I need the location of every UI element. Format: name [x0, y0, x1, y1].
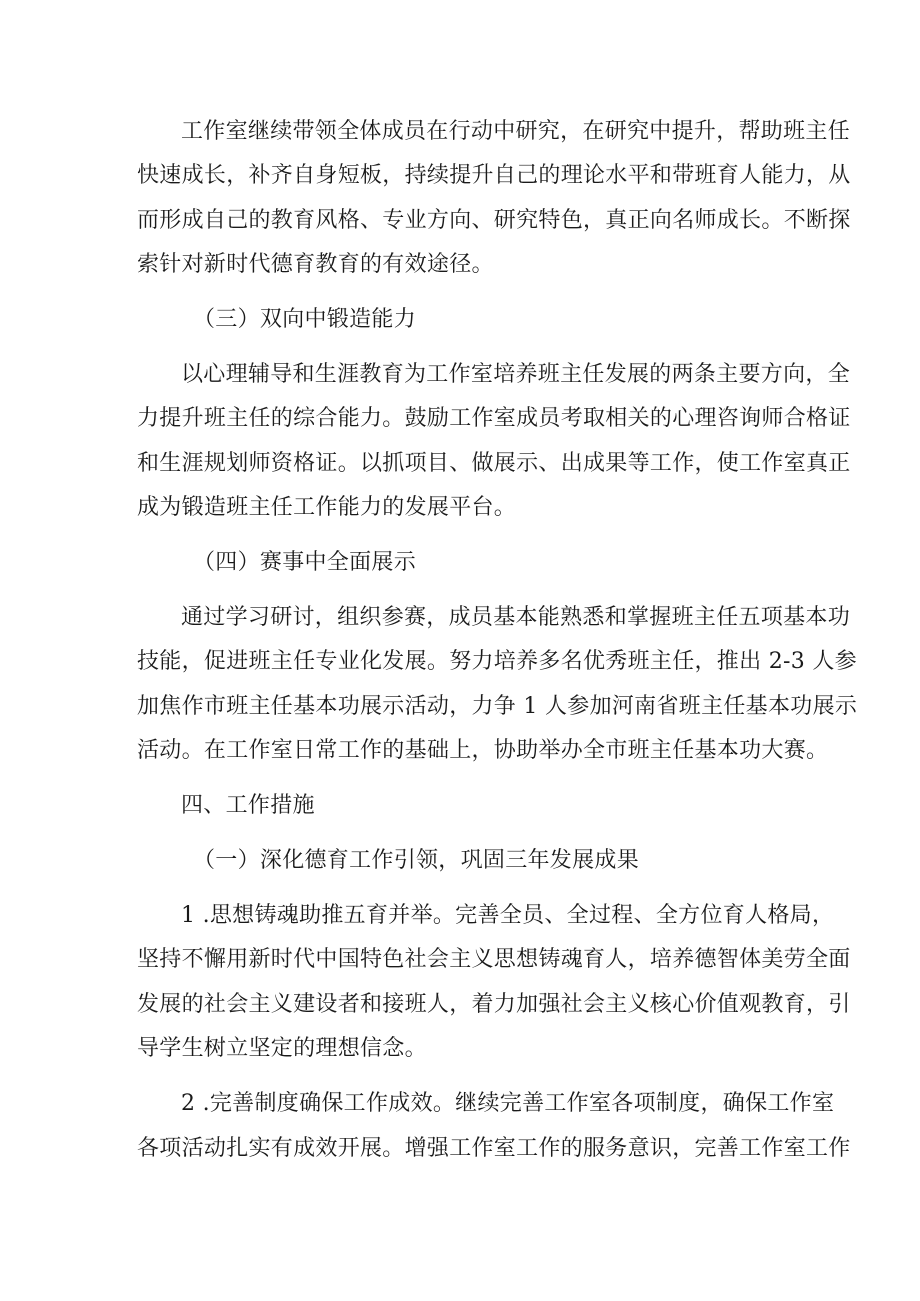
paragraph-line: 快速成长，补齐自身短板，持续提升自己的理论水平和带班育人能力，从	[137, 163, 851, 189]
paragraph-line: 导学生树立坚定的理想信念。	[137, 1036, 427, 1062]
paragraph-measure-1	[137, 894, 851, 1072]
subheading-competition: （四）赛事中全面展示	[193, 550, 417, 576]
paragraph-line: 而形成自己的教育风格、专业方向、研究特色，真正向名师成长。不断探	[137, 207, 851, 233]
paragraph-line: 工作室继续带领全体成员在行动中研究，在研究中提升，帮助班主任	[181, 119, 851, 144]
document-body	[137, 110, 858, 1181]
paragraph-line: 力提升班主任的综合能力。鼓励工作室成员考取相关的心理咨询师合格证	[137, 406, 851, 432]
subheading-moral-education: （一）深化德育工作引领，巩固三年发展成果	[193, 848, 640, 874]
paragraph-line: 1 .思想铸魂助推五育并举。完善全员、全过程、全方位育人格局，	[181, 903, 835, 928]
paragraph-competition	[137, 596, 858, 774]
paragraph-line: 活动。在工作室日常工作的基础上，协助举办全市班主任基本功大赛。	[137, 738, 829, 764]
section-heading-measures: 四、工作措施	[181, 793, 315, 819]
paragraph-line: 2 .完善制度确保工作成效。继续完善工作室各项制度，确保工作室	[181, 1091, 835, 1117]
paragraph-line: 各项活动扎实有成效开展。增强工作室工作的服务意识，完善工作室工作	[137, 1135, 851, 1161]
subheading-ability: （三）双向中锻造能力	[193, 307, 417, 333]
paragraph-line: 索针对新时代德育教育的有效途径。	[137, 252, 494, 278]
paragraph-studio-research	[137, 110, 851, 288]
paragraph-line: 成为锻造班主任工作能力的发展平台。	[137, 495, 517, 521]
paragraph-line: 以心理辅导和生涯教育为工作室培养班主任发展的两条主要方向，全	[181, 362, 851, 388]
paragraph-line: 通过学习研讨，组织参赛，成员基本能熟悉和掌握班主任五项基本功	[181, 605, 851, 631]
paragraph-line: 技能，促进班主任专业化发展。努力培养多名优秀班主任，推出 2-3 人参	[137, 649, 857, 675]
paragraph-line: 发展的社会主义建设者和接班人，着力加强社会主义核心价值观教育，引	[137, 991, 851, 1017]
paragraph-ability	[137, 353, 851, 531]
paragraph-measure-2	[137, 1082, 851, 1171]
paragraph-line: 加焦作市班主任基本功展示活动，力争 1 人参加河南省班主任基本功展示	[137, 693, 858, 719]
paragraph-line: 和生涯规划师资格证。以抓项目、做展示、出成果等工作，使工作室真正	[137, 450, 851, 476]
paragraph-line: 坚持不懈用新时代中国特色社会主义思想铸魂育人，培养德智体美劳全面	[137, 947, 851, 973]
